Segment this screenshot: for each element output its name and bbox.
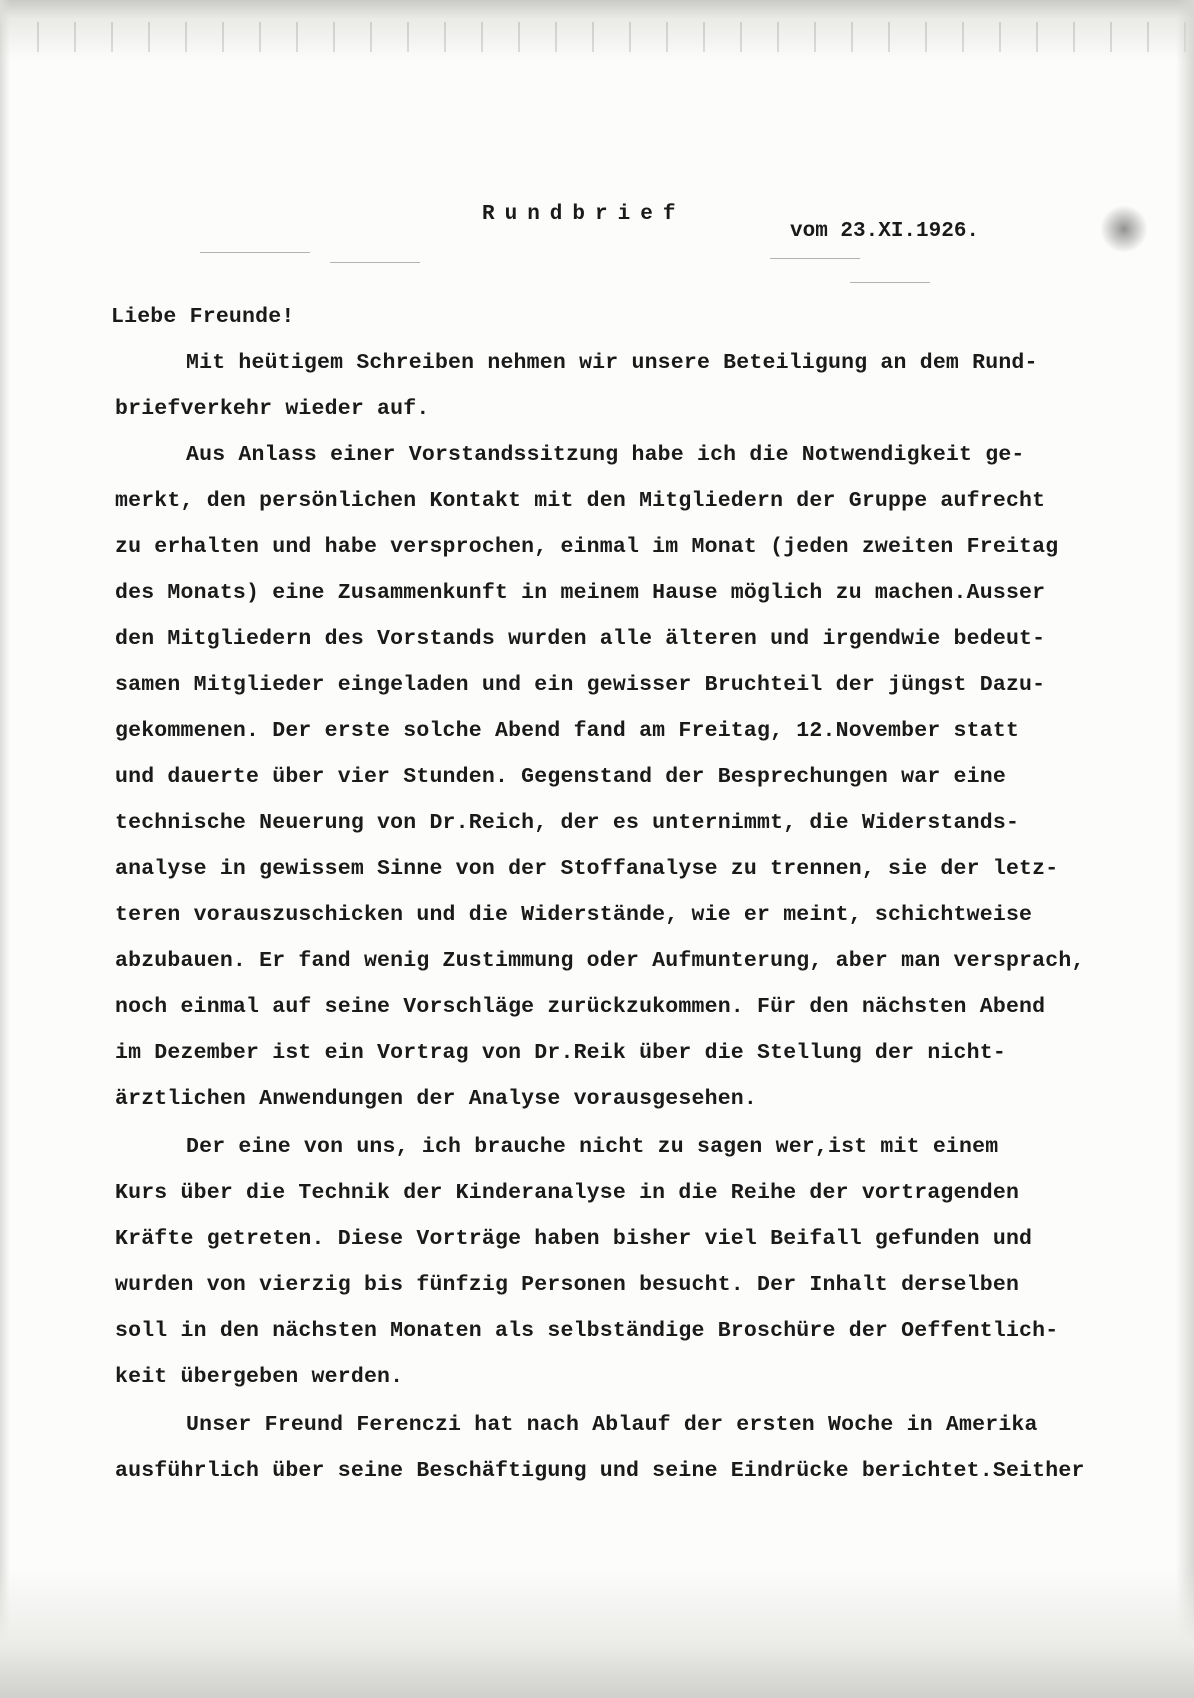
text-line: teren vorauszuschicken und die Widerstände, wie er meint, schichtweise bbox=[115, 903, 1033, 927]
text-line: gekommenen. Der erste solche Abend fand am Freitag, 12.November statt bbox=[115, 719, 1020, 743]
text-line: Kurs über die Technik der Kinderanalyse in die Reihe der vortragenden bbox=[115, 1181, 1020, 1205]
text-line: samen Mitglieder eingeladen und ein gewisser Bruchteil der jüngst Dazu- bbox=[115, 673, 1046, 697]
text-line: ausführlich über seine Beschäftigung und seine Eindrücke berichtet.Seither bbox=[115, 1459, 1085, 1483]
text-line: merkt, den persönlichen Kontakt mit den Mitgliedern der Gruppe aufrecht bbox=[115, 489, 1046, 513]
scan-streak bbox=[200, 252, 310, 253]
scan-streak bbox=[850, 282, 930, 283]
letter-date: vom 23.XI.1926. bbox=[790, 220, 980, 243]
text-line: technische Neuerung von Dr.Reich, der es unternimmt, die Widerstands- bbox=[115, 811, 1020, 835]
text-line: zu erhalten und habe versprochen, einmal im Monat (jeden zweiten Freitag bbox=[115, 535, 1059, 559]
scan-left-edge bbox=[0, 0, 10, 1698]
letter-title: Rundbrief bbox=[482, 203, 686, 226]
text-line: keit übergeben werden. bbox=[115, 1365, 404, 1389]
scan-right-edge bbox=[1176, 0, 1194, 1698]
text-line: Mit heütigem Schreiben nehmen wir unsere Beteiligung an dem Rund- bbox=[186, 351, 1038, 375]
text-line: analyse in gewissem Sinne von der Stoffanalyse zu trennen, sie der letz- bbox=[115, 857, 1059, 881]
text-line: wurden von vierzig bis fünfzig Personen besucht. Der Inhalt derselben bbox=[115, 1273, 1020, 1297]
text-line: soll in den nächsten Monaten als selbständige Broschüre der Oeffentlich- bbox=[115, 1319, 1059, 1343]
text-line: des Monats) eine Zusammenkunft in meinem Hause möglich zu machen.Ausser bbox=[115, 581, 1046, 605]
text-line: den Mitgliedern des Vorstands wurden alle älteren und irgendwie bedeut- bbox=[115, 627, 1046, 651]
text-line: im Dezember ist ein Vortrag von Dr.Reik über die Stellung der nicht- bbox=[115, 1041, 1006, 1065]
scan-bottom-edge bbox=[0, 1568, 1194, 1698]
text-line: noch einmal auf seine Vorschläge zurückzukommen. Für den nächsten Abend bbox=[115, 995, 1046, 1019]
text-line: Kräfte getreten. Diese Vorträge haben bisher viel Beifall gefunden und bbox=[115, 1227, 1033, 1251]
scan-smudge bbox=[1100, 205, 1148, 253]
text-line: und dauerte über vier Stunden. Gegenstand der Besprechungen war eine bbox=[115, 765, 1006, 789]
scan-top-noise bbox=[0, 22, 1194, 52]
scan-streak bbox=[330, 262, 420, 263]
scan-streak bbox=[770, 258, 860, 259]
text-line: ärztlichen Anwendungen der Analyse vorausgesehen. bbox=[115, 1087, 758, 1111]
salutation: Liebe Freunde! bbox=[111, 305, 295, 329]
text-line: Unser Freund Ferenczi hat nach Ablauf der ersten Woche in Amerika bbox=[186, 1413, 1038, 1437]
text-line: Der eine von uns, ich brauche nicht zu sagen wer,ist mit einem bbox=[186, 1135, 999, 1159]
text-line: Aus Anlass einer Vorstandssitzung habe ich die Notwendigkeit ge- bbox=[186, 443, 1025, 467]
text-line: briefverkehr wieder auf. bbox=[115, 397, 430, 421]
text-line: abzubauen. Er fand wenig Zustimmung oder Aufmunterung, aber man versprach, bbox=[115, 949, 1085, 973]
